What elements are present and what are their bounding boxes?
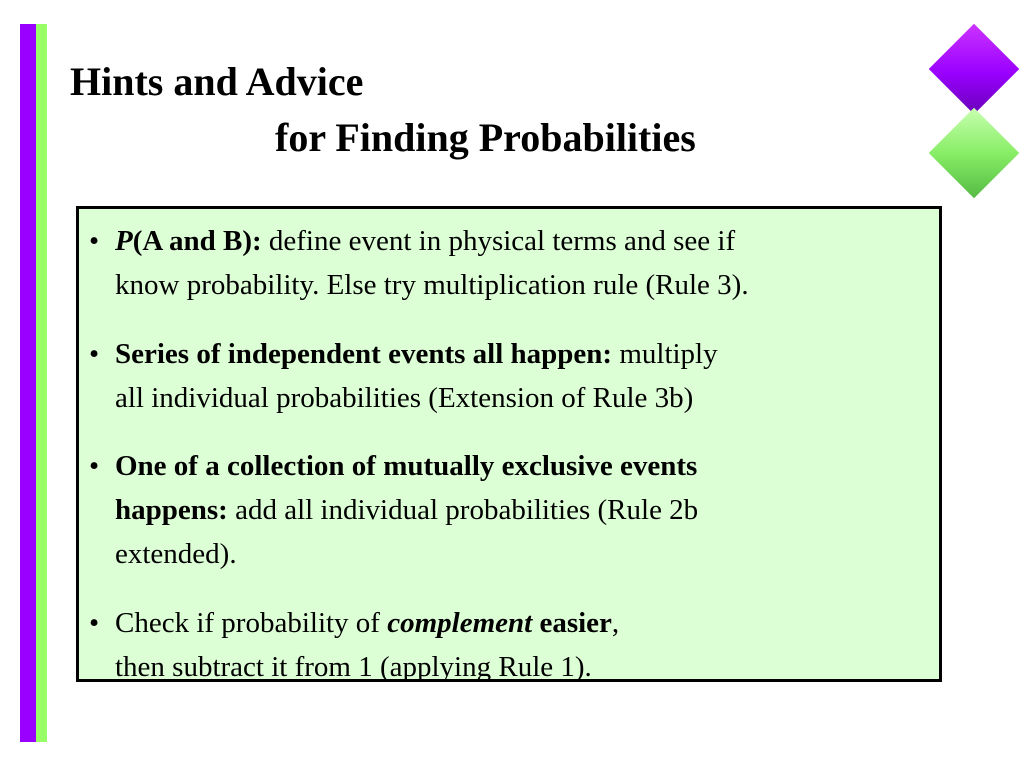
bullet-body-continued: know probability. Else try multiplication rule (Rule 3). [115, 269, 749, 301]
bullet-text [115, 601, 929, 689]
content-box [76, 206, 942, 682]
bullet-term: One of a collection of mutually exclusive events [115, 450, 698, 482]
bullet-item-mutually-exclusive [89, 444, 929, 576]
bullet-body: multiply [612, 338, 718, 370]
bullet-icon: • [89, 450, 100, 482]
bullet-term: Series of independent events all happen: [115, 338, 613, 370]
bullet-emphasis: complement [387, 607, 533, 639]
left-accent-bar-green [36, 24, 47, 742]
bullet-text [115, 444, 929, 576]
bullet-icon: • [89, 338, 100, 370]
p-symbol: P [115, 225, 133, 257]
bullet-term-continued: happens: [115, 494, 228, 526]
slide-title-line-1: Hints and Advice [70, 59, 364, 104]
slide-title-line-2: for Finding Probabilities [275, 115, 696, 160]
bullet-term: (A and B): [132, 225, 262, 257]
green-diamond-icon [929, 108, 1020, 199]
bullet-body-continued: extended). [115, 538, 237, 570]
bullet-icon: • [89, 225, 100, 257]
bullet-body: Check if probability of [115, 607, 388, 639]
bullet-comma: , [611, 607, 620, 639]
bullet-emphasis-after: easier [532, 607, 612, 639]
bullet-item-independent-events [89, 332, 929, 420]
purple-diamond-icon [929, 24, 1020, 115]
left-accent-bar-purple [20, 24, 36, 742]
bullet-text [115, 332, 929, 420]
bullet-body-continued: then subtract it from 1 (applying Rule 1). [115, 651, 592, 683]
bullet-item-complement [89, 601, 929, 689]
bullet-body: add all individual probabilities (Rule 2b [227, 494, 699, 526]
bullet-body-continued: all individual probabilities (Extension of Rule 3b) [115, 382, 694, 414]
bullet-icon: • [89, 607, 100, 639]
bullet-text [115, 219, 929, 307]
bullet-body: define event in physical terms and see if [261, 225, 736, 257]
bullet-item-p-a-and-b [89, 219, 929, 307]
